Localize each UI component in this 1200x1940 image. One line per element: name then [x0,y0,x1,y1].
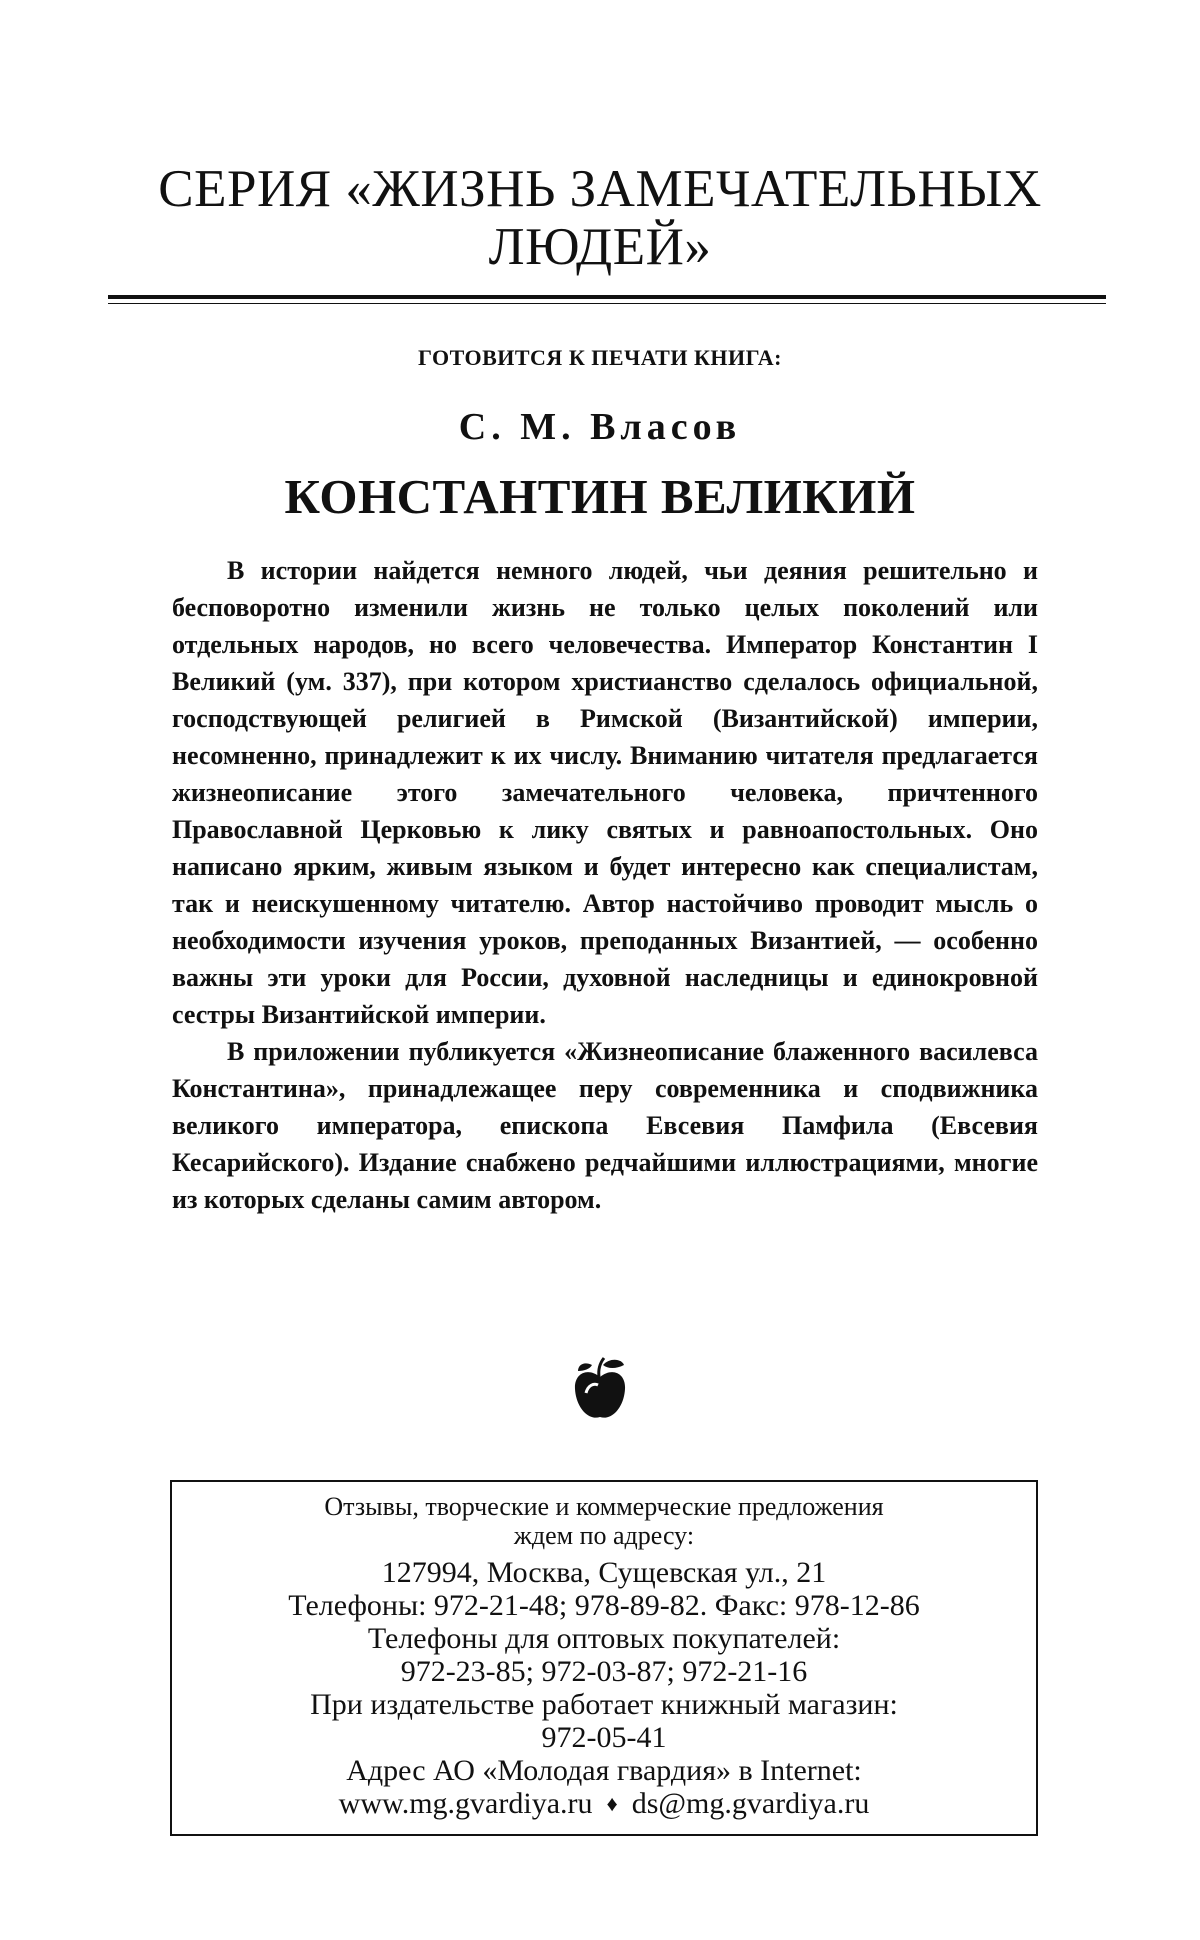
contact-intro-line: Отзывы, творческие и коммерческие предложения [324,1492,884,1521]
series-title: СЕРИЯ «ЖИЗНЬ ЗАМЕЧАТЕЛЬНЫХ ЛЮДЕЙ» [158,160,1042,276]
contact-info-box [170,1480,1038,1836]
title-rule-thin [108,303,1106,304]
author-name: С. М. Власов [458,406,742,448]
shop-phone: 972-05-41 [541,1721,667,1754]
description-paragraph: В истории найдется немного людей, чьи деяния решительно и бесповоротно изменили жизнь не только целых поколений или отдельных народов, но всего человечества. Император Константин I Великий (ум. 337), при котором христианство сделалось официальной, господствующей религией в Римской (Византийской) империи, несомненно, принадлежит к их числу. Вниманию читателя предлагается жизнеописание этого замечательного человека, причтенного Православной Церковью к лику святых и равноапостольных. Оно написано ярким, живым языком и будет интересно как специалистам, так и неискушенному читателю. Автор настойчиво проводит мысль о необходимости изучения уроков, преподанных Византией, — особенно важны эти уроки для России, духовной наследницы и единокровной сестры Византийской империи. [172,556,1038,1029]
diamond-separator-icon: ♦ [606,1791,618,1816]
book-description [172,552,1038,1218]
internet-label: Адрес АО «Молодая гвардия» в Internet: [346,1754,862,1787]
publisher-address: 127994, Москва, Сущевская ул., 21 [381,1556,827,1589]
book-title: КОНСТАНТИН ВЕЛИКИЙ [284,469,916,524]
web-contact-line [172,1787,1036,1822]
wholesale-phones: 972-23-85; 972-03-87; 972-21-16 [400,1655,808,1688]
title-rule-thick [108,295,1106,299]
publisher-phones: Телефоны: 972-21-48; 978-89-82. Факс: 978-12-86 [288,1589,920,1622]
website-link[interactable]: www.mg.gvardiya.ru [338,1787,593,1820]
contact-intro-line: ждем по адресу: [513,1521,695,1550]
shop-label: При издательстве работает книжный магазин: [310,1688,898,1721]
announcement-heading: ГОТОВИТСЯ К ПЕЧАТИ КНИГА: [418,345,782,370]
description-paragraph: В приложении публикуется «Жизнеописание блаженного василевса Константина», принадлежащее перу современника и сподвижника великого императора, епископа Евсевия Памфила (Евсевия Кесарийского). Издание снабжено редчайшими иллюстрациями, многие из которых сделаны самим автором. [172,1037,1038,1214]
apple-ornament-icon [570,1355,630,1427]
wholesale-label: Телефоны для оптовых покупателей: [367,1622,841,1655]
email-link[interactable]: ds@mg.gvardiya.ru [631,1787,870,1820]
